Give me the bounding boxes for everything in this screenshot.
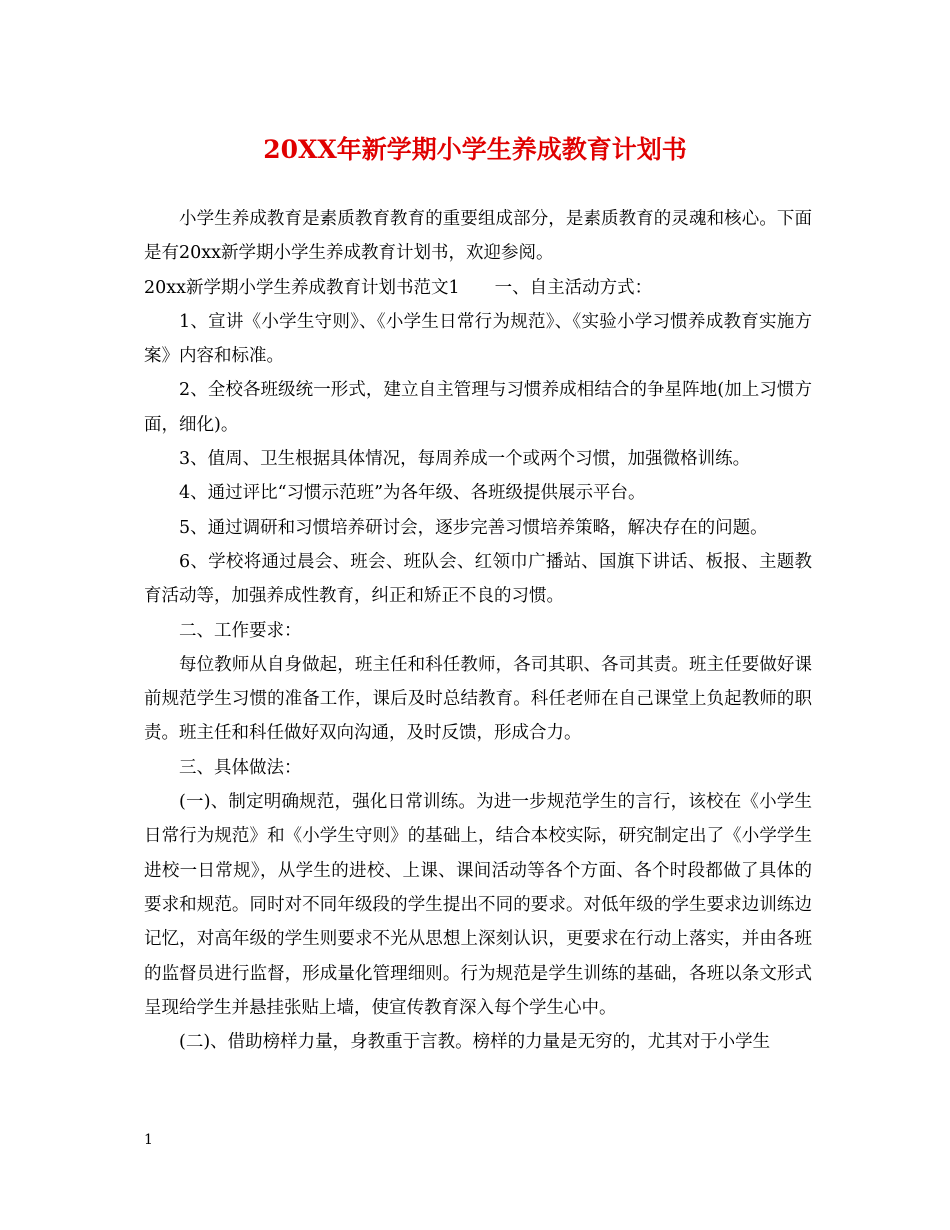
page-number: 1: [144, 1132, 153, 1148]
methods-paragraph-2: (二)、借助榜样力量，身教重于言教。榜样的力量是无穷的，尤其对于小学生: [179, 1032, 771, 1053]
list-item-2: 2、全校各班级统一形式，建立自主管理与习惯养成相结合的争星阵地(加上习惯方面，细化)。: [144, 380, 812, 435]
list-item-6: 6、学校将通过晨会、班会、班队会、红领巾广播站、国旗下讲话、板报、主题教育活动等，加强养成性教育，纠正和矫正不良的习惯。: [144, 551, 812, 607]
list-item-3: 3、值周、卫生根据具体情况，每周养成一个或两个习惯，加强微格训练。: [179, 449, 751, 470]
intro-paragraph: 小学生养成教育是素质教育教育的重要组成部分，是素质教育的灵魂和核心。下面是有20xx新学期小学生养成教育计划书，欢迎参阅。: [144, 209, 812, 264]
list-item-4: 4、通过评比“习惯示范班”为各年级、各班级提供展示平台。: [179, 483, 646, 504]
document-body: [144, 202, 812, 1059]
list-item-5: 5、通过调研和习惯培养研讨会，逐步完善习惯培养策略，解决存在的问题。: [179, 517, 768, 538]
list-item-1: 1、宣讲《小学生守则》、《小学生日常行为规范》、《实验小学习惯养成教育实施方案》内容和标准。: [144, 311, 812, 367]
methods-paragraph-1: (一)、制定明确规范，强化日常训练。为进一步规范学生的言行，该校在《小学生日常行为规范》和《小学生守则》的基础上，结合本校实际，研究制定出了《小学学生进校一日常规》，从学生的进校、上课、课间活动等各个方面、各个时段都做了具体的要求和规范。同时对不同年级段的学生提出不同的要求。对低年级的学生要求边训练边记忆，对高年级的学生则要求不光从思想上深刻认识，更要求在行动上落实，并由各班的监督员进行监督，形成量化管理细则。行为规范是学生训练的基础，各班以条文形式呈现给学生并悬挂张贴上墙，使宣传教育深入每个学生心中。: [144, 792, 812, 1018]
section-heading-line: 20xx新学期小学生养成教育计划书范文1 一、自主活动方式：: [144, 277, 653, 298]
document-title: 20XX年新学期小学生养成教育计划书: [263, 135, 687, 164]
section-heading-methods: 三、具体做法：: [179, 757, 302, 778]
requirements-paragraph: 每位教师从自身做起，班主任和科任教师，各司其职、各司其责。班主任要做好课前规范学生习惯的准备工作，课后及时总结教育。科任老师在自己课堂上负起教师的职责。班主任和科任做好双向沟通，及时反馈，形成合力。: [144, 654, 812, 744]
section-heading-requirements: 二、工作要求：: [179, 620, 302, 641]
